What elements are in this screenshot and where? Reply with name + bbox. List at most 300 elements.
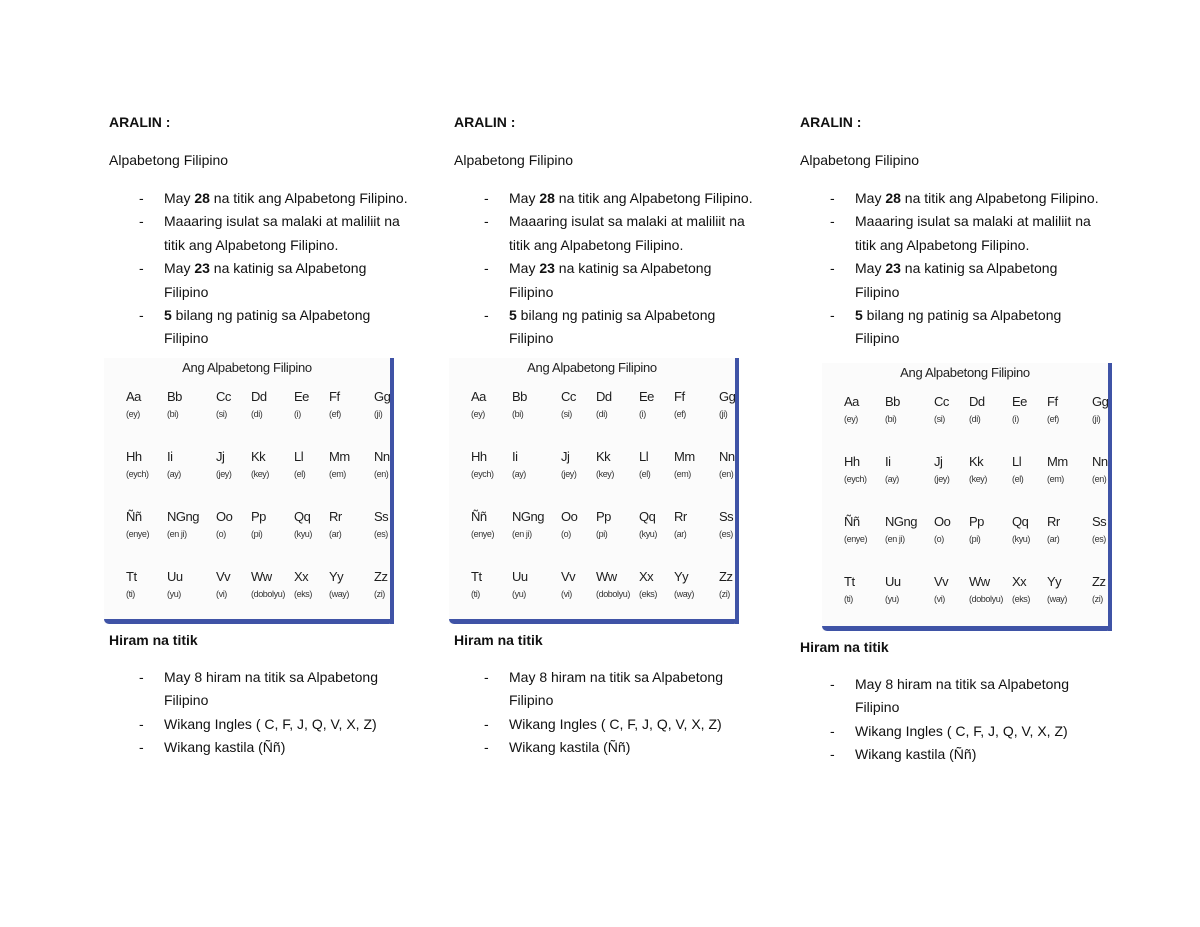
letter-pronunciation: (es) [374,528,388,539]
borrowed-letters-heading: Hiram na titik [800,638,889,655]
borrowed-item [800,743,1105,766]
letter-cell [969,453,1009,484]
letter-pronunciation: (kyu) [639,528,657,539]
letter-cell [512,388,552,419]
fact-item [109,304,414,351]
letter-glyph: Vv [216,568,231,584]
letter-cell [885,453,925,484]
letter-pronunciation: (dobolyu) [596,588,630,599]
letter-glyph: Ee [1012,393,1027,409]
letter-cell [167,448,207,479]
letter-pronunciation: (i) [1012,413,1019,424]
bullet-dash: - [484,260,489,277]
lesson-heading: ARALIN : [109,114,171,130]
letter-glyph: Zz [1092,573,1106,589]
fact-item [454,210,759,257]
lesson-subtitle: Alpabetong Filipino [454,152,574,168]
bullet-dash: - [139,260,144,277]
borrowed-text: Wikang kastila (Ññ) [509,739,631,756]
letter-pronunciation: (en ji) [885,533,905,544]
letter-pronunciation: (ar) [329,528,342,539]
letter-pronunciation: (el) [639,468,651,479]
alphabet-row [126,448,392,508]
letter-pronunciation: (kyu) [294,528,312,539]
fact-text: Maaaring isulat sa malaki at maliliit na titik ang Alpabetong Filipino. [164,213,400,253]
letter-cell [294,388,334,419]
letter-cell [639,388,679,419]
alphabet-row [844,393,1110,453]
borrowed-text: Wikang kastila (Ññ) [855,746,977,763]
letter-cell [251,508,291,539]
chart-title: Ang Alpabetong Filipino [527,359,657,375]
letter-glyph: Aa [471,388,486,404]
letter-pronunciation: (o) [216,528,226,539]
letter-cell [126,568,166,599]
letter-pronunciation: (ey) [471,408,485,419]
fact-item [109,187,414,210]
letter-pronunciation: (pi) [596,528,608,539]
letter-pronunciation: (ay) [167,468,181,479]
letter-pronunciation: (ji) [719,408,728,419]
letter-cell [885,513,925,544]
letter-glyph: Ff [1047,393,1058,409]
letter-cell [374,568,394,599]
bullet-dash: - [830,722,835,739]
letter-pronunciation: (kyu) [1012,533,1030,544]
fact-list [800,187,1120,351]
bullet-dash: - [484,739,489,756]
fact-item [454,187,759,210]
letter-cell [1092,453,1112,484]
borrowed-text: Wikang Ingles ( C, F, J, Q, V, X, Z) [164,715,377,732]
letter-cell [471,388,511,419]
bullet-dash: - [830,260,835,277]
borrowed-text: Wikang kastila (Ññ) [164,739,286,756]
letter-glyph: Zz [719,568,733,584]
letter-glyph: Oo [561,508,578,524]
letter-cell [885,573,925,604]
alphabet-grid [471,388,737,624]
letter-pronunciation: (en ji) [512,528,532,539]
letter-pronunciation: (el) [1012,473,1024,484]
letter-cell [512,508,552,539]
letter-cell [969,513,1009,544]
fact-number: 5 [855,307,863,324]
fact-text: May [164,260,195,277]
letter-glyph: Ww [969,573,990,589]
letter-glyph: Dd [969,393,985,409]
letter-pronunciation: (ef) [329,408,341,419]
letter-pronunciation: (vi) [561,588,572,599]
letter-glyph: Rr [674,508,687,524]
lesson-heading: ARALIN : [800,114,862,130]
borrowed-text: May 8 hiram na titik sa Alpabetong Filipino [855,675,1070,716]
letter-cell [885,393,925,424]
letter-glyph: Ll [294,448,304,464]
chart-title: Ang Alpabetong Filipino [182,359,312,375]
fact-item [800,210,1105,257]
letter-cell [374,448,394,479]
letter-cell [719,568,739,599]
alphabet-row [126,388,392,448]
letter-glyph: Mm [674,448,695,464]
fact-number: 23 [539,260,555,277]
alphabet-row [471,508,737,568]
letter-cell [294,568,334,599]
letter-glyph: Oo [216,508,233,524]
borrowed-letters-list [109,666,429,760]
letter-cell [167,508,207,539]
alphabet-row [844,513,1110,573]
letter-pronunciation: (vi) [216,588,227,599]
fact-item [454,304,759,351]
letter-pronunciation: (ey) [844,413,858,424]
letter-glyph: Ss [1092,513,1107,529]
letter-pronunciation: (vi) [934,593,945,604]
letter-cell [674,568,714,599]
letter-glyph: Yy [674,568,689,584]
letter-glyph: Ff [674,388,685,404]
fact-text-end: bilang ng patinig sa Alpabetong Filipino [164,307,371,347]
lesson-column-2 [454,112,774,759]
borrowed-text: Wikang Ingles ( C, F, J, Q, V, X, Z) [509,715,722,732]
letter-cell [1092,393,1112,424]
letter-cell [1012,393,1052,424]
letter-pronunciation: (eks) [294,588,312,599]
borrowed-text: May 8 hiram na titik sa Alpabetong Filipino [164,668,379,709]
letter-glyph: Ññ [471,508,487,524]
letter-glyph: Yy [329,568,344,584]
letter-pronunciation: (yu) [512,588,526,599]
letter-cell [934,513,974,544]
letter-cell [329,508,369,539]
letter-pronunciation: (di) [251,408,263,419]
fact-text-end: na titik ang Alpabetong Filipino. [900,190,1099,206]
letter-pronunciation: (i) [294,408,301,419]
letter-glyph: NGng [512,508,544,524]
alphabet-row [471,388,737,448]
letter-cell [561,508,601,539]
fact-text: Maaaring isulat sa malaki at maliliit na titik ang Alpabetong Filipino. [509,213,745,253]
letter-glyph: Bb [512,388,527,404]
letter-glyph: Ii [167,448,173,464]
letter-glyph: Nn [1092,453,1108,469]
letter-pronunciation: (ji) [374,408,383,419]
fact-item [800,257,1105,304]
bullet-dash: - [484,213,489,230]
letter-cell [561,448,601,479]
bullet-dash: - [830,675,835,692]
letter-cell [1047,393,1087,424]
letter-pronunciation: (si) [216,408,227,419]
letter-cell [934,453,974,484]
letter-cell [216,568,256,599]
letter-pronunciation: (es) [719,528,733,539]
letter-pronunciation: (eych) [471,468,494,479]
letter-pronunciation: (el) [294,468,306,479]
fact-text-end: bilang ng patinig sa Alpabetong Filipino [509,307,716,347]
letter-glyph: Ff [329,388,340,404]
letter-glyph: NGng [167,508,199,524]
letter-glyph: Pp [596,508,611,524]
alphabet-grid [126,388,392,624]
borrowed-item [454,736,759,759]
letter-cell [674,448,714,479]
letter-pronunciation: (ay) [885,473,899,484]
letter-glyph: Pp [969,513,984,529]
letter-pronunciation: (dobolyu) [969,593,1003,604]
bullet-dash: - [484,668,489,685]
letter-glyph: Xx [639,568,654,584]
letter-glyph: Rr [1047,513,1060,529]
letter-cell [969,573,1009,604]
bullet-dash: - [484,190,489,206]
letter-cell [844,453,884,484]
borrowed-letters-list [454,666,774,760]
letter-glyph: Tt [126,568,137,584]
letter-glyph: Ll [639,448,649,464]
letter-cell [216,508,256,539]
bullet-dash: - [139,190,144,206]
borrowed-letters-list [800,673,1120,767]
alphabet-row [471,568,737,624]
fact-number: 28 [194,190,210,206]
letter-glyph: Ss [374,508,389,524]
letter-glyph: Jj [934,453,943,469]
letter-cell [126,388,166,419]
letter-glyph: Hh [471,448,487,464]
letter-cell [1092,573,1112,604]
borrowed-item [109,666,414,713]
fact-text-end: na katinig sa Alpabetong Filipino [164,260,367,300]
letter-cell [639,508,679,539]
letter-glyph: Jj [216,448,225,464]
borrowed-item [109,713,414,736]
letter-pronunciation: (em) [1047,473,1064,484]
letter-cell [596,568,636,599]
letter-cell [844,513,884,544]
fact-text-end: na titik ang Alpabetong Filipino. [209,190,408,206]
letter-glyph: Pp [251,508,266,524]
alphabet-chart-image [449,358,739,624]
letter-glyph: Bb [167,388,182,404]
letter-cell [374,508,394,539]
letter-glyph: Cc [561,388,576,404]
letter-pronunciation: (ar) [1047,533,1060,544]
letter-cell [596,508,636,539]
letter-cell [471,568,511,599]
letter-glyph: Ee [294,388,309,404]
fact-number: 23 [885,260,901,277]
letter-pronunciation: (bi) [167,408,179,419]
alphabet-row [126,508,392,568]
letter-glyph: Hh [126,448,142,464]
letter-cell [719,448,739,479]
letter-pronunciation: (en) [719,468,734,479]
borrowed-item [800,720,1105,743]
letter-glyph: Gg [1092,393,1109,409]
fact-number: 28 [539,190,555,206]
alphabet-row [126,568,392,624]
letter-pronunciation: (zi) [1092,593,1103,604]
alphabet-chart-image [822,363,1112,631]
letter-glyph: Vv [561,568,576,584]
alphabet-row [471,448,737,508]
letter-cell [512,448,552,479]
bullet-dash: - [830,746,835,763]
letter-pronunciation: (bi) [885,413,897,424]
letter-glyph: Mm [1047,453,1068,469]
alphabet-row [844,573,1110,631]
letter-pronunciation: (en) [374,468,389,479]
letter-cell [294,448,334,479]
letter-glyph: Tt [844,573,855,589]
letter-cell [374,388,394,419]
letter-cell [639,448,679,479]
lesson-column-1 [109,112,429,759]
letter-cell [934,393,974,424]
bullet-dash: - [830,213,835,230]
bullet-dash: - [830,190,835,206]
letter-glyph: Oo [934,513,951,529]
letter-pronunciation: (ti) [844,593,853,604]
letter-pronunciation: (key) [596,468,614,479]
letter-glyph: Uu [885,573,901,589]
letter-glyph: Zz [374,568,388,584]
letter-glyph: Uu [512,568,528,584]
letter-glyph: Mm [329,448,350,464]
letter-pronunciation: (ti) [471,588,480,599]
letter-glyph: Nn [374,448,390,464]
letter-glyph: Xx [1012,573,1027,589]
bullet-dash: - [484,307,489,324]
fact-number: 5 [164,307,172,324]
letter-pronunciation: (enye) [126,528,150,539]
letter-glyph: Bb [885,393,900,409]
fact-text: May [855,260,886,277]
borrowed-item [454,666,759,713]
letter-pronunciation: (eych) [844,473,867,484]
fact-text-end: na katinig sa Alpabetong Filipino [855,260,1058,300]
fact-list [109,187,429,351]
bullet-dash: - [830,307,835,324]
letter-pronunciation: (di) [969,413,981,424]
letter-glyph: Ss [719,508,734,524]
letter-pronunciation: (i) [639,408,646,419]
lesson-column-3 [800,112,1120,766]
letter-cell [934,573,974,604]
letter-cell [1012,573,1052,604]
letter-cell [1047,573,1087,604]
letter-cell [251,568,291,599]
letter-glyph: NGng [885,513,917,529]
letter-pronunciation: (key) [969,473,987,484]
letter-cell [167,388,207,419]
letter-cell [719,508,739,539]
letter-glyph: Kk [251,448,266,464]
letter-cell [471,448,511,479]
letter-cell [1012,453,1052,484]
letter-glyph: Ee [639,388,654,404]
letter-pronunciation: (ey) [126,408,140,419]
fact-item [109,257,414,304]
letter-pronunciation: (di) [596,408,608,419]
letter-pronunciation: (bi) [512,408,524,419]
letter-cell [329,448,369,479]
letter-pronunciation: (es) [1092,533,1106,544]
letter-pronunciation: (o) [934,533,944,544]
letter-cell [126,448,166,479]
fact-text: Maaaring isulat sa malaki at maliliit na titik ang Alpabetong Filipino. [855,213,1091,253]
fact-list [454,187,774,351]
letter-glyph: Uu [167,568,183,584]
fact-item [109,210,414,257]
letter-glyph: Jj [561,448,570,464]
letter-pronunciation: (o) [561,528,571,539]
lesson-subtitle: Alpabetong Filipino [109,152,229,168]
bullet-dash: - [139,307,144,324]
letter-cell [329,568,369,599]
letter-glyph: Ññ [844,513,860,529]
letter-pronunciation: (ay) [512,468,526,479]
bullet-dash: - [139,668,144,685]
letter-cell [844,573,884,604]
letter-cell [1092,513,1112,544]
letter-pronunciation: (em) [329,468,346,479]
letter-glyph: Nn [719,448,735,464]
fact-text-end: na katinig sa Alpabetong Filipino [509,260,712,300]
letter-pronunciation: (zi) [374,588,385,599]
letter-pronunciation: (jey) [216,468,232,479]
letter-cell [719,388,739,419]
letter-glyph: Dd [251,388,267,404]
letter-pronunciation: (way) [329,588,349,599]
letter-pronunciation: (yu) [885,593,899,604]
fact-item [454,257,759,304]
bullet-dash: - [484,715,489,732]
letter-pronunciation: (en ji) [167,528,187,539]
fact-text-end: bilang ng patinig sa Alpabetong Filipino [855,307,1062,347]
letter-pronunciation: (em) [674,468,691,479]
letter-cell [329,388,369,419]
bullet-dash: - [139,213,144,230]
letter-glyph: Dd [596,388,612,404]
letter-pronunciation: (ti) [126,588,135,599]
letter-cell [216,448,256,479]
borrowed-item [454,713,759,736]
letter-glyph: Qq [1012,513,1029,529]
letter-pronunciation: (jey) [561,468,577,479]
letter-pronunciation: (ef) [1047,413,1059,424]
letter-cell [561,568,601,599]
letter-pronunciation: (jey) [934,473,950,484]
fact-number: 28 [885,190,901,206]
letter-glyph: Tt [471,568,482,584]
letter-pronunciation: (way) [1047,593,1067,604]
letter-glyph: Cc [934,393,949,409]
letter-glyph: Qq [639,508,656,524]
letter-glyph: Xx [294,568,309,584]
letter-pronunciation: (way) [674,588,694,599]
fact-text: May [509,260,540,277]
letter-cell [1012,513,1052,544]
alphabet-grid [844,393,1110,631]
borrowed-item [800,673,1105,720]
letter-cell [844,393,884,424]
letter-cell [1047,453,1087,484]
lesson-subtitle: Alpabetong Filipino [800,152,920,168]
letter-glyph: Gg [719,388,736,404]
